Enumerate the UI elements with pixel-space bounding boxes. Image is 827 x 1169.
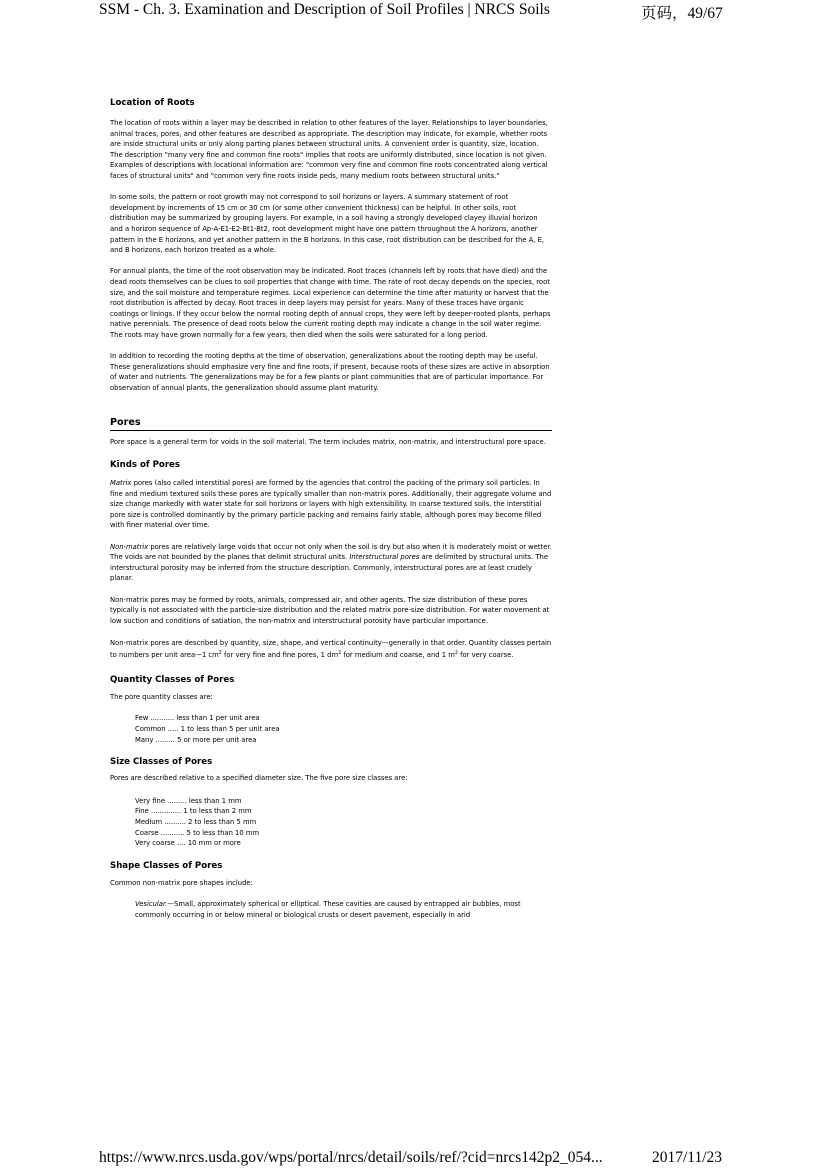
interstructural-term: Interstructural pores	[349, 553, 420, 562]
non-matrix-text-2: are delimited by structural units. The interstructural porosity may be inferred from the structure description. Commonly, interstructural pores are at least crudely planar.	[110, 553, 549, 583]
document-body	[110, 97, 552, 920]
list-item: Fine .............. 1 to less than 2 mm	[135, 807, 252, 816]
size-classes-heading: Size Classes of Pores	[110, 757, 213, 768]
non-matrix-pores-paragraph	[110, 542, 552, 584]
non-matrix-text-1: pores are relatively large voids that occur not only when the soil is dry but also when it is moderately moist or wetter. The voids are not bounded by the planes that delimit structural units.	[110, 542, 552, 562]
roots-paragraph-4: In addition to recording the rooting depths at the time of observation, generalizations about the rooting depth may be useful. These generalizations should emphasize very fine and fine roots, if present, because roots of these sizes are active in absorption of water and nutrients. The generalizations may be for a few plants or plant communities that are of particular importance. For observation of annual plants, the generalization should assume plant maturity.	[110, 352, 550, 392]
vesicular-paragraph	[110, 899, 552, 920]
page-date: 2017/11/23	[652, 1149, 723, 1166]
described-text-a: Non-matrix pores are described by quantity, size, shape, and vertical continuity—generally in that order. Quantity classes pertain to numbers per unit area—1 cm	[110, 638, 552, 660]
matrix-term: Matrix	[110, 479, 132, 488]
list-item: Very coarse .... 10 mm or more	[135, 839, 241, 848]
shape-intro: Common non-matrix pore shapes include:	[110, 878, 253, 887]
list-item: Few ........... less than 1 per unit area	[135, 714, 260, 723]
superscript-2: 2	[338, 651, 342, 657]
pores-intro: Pore space is a general term for voids in the soil material. The term includes matrix, non-matrix, and interstructural pore space.	[110, 438, 546, 447]
list-item: Many ......... 5 or more per unit area	[135, 735, 257, 744]
non-matrix-term: Non-matrix	[110, 542, 149, 551]
size-class-list	[110, 796, 552, 849]
vesicular-term: Vesicular.	[135, 900, 168, 909]
page-header-title: SSM - Ch. 3. Examination and Description of Soil Profiles | NRCS Soils	[99, 1, 550, 18]
superscript-2: 2	[454, 651, 458, 657]
size-intro: Pores are described relative to a specified diameter size. The five pore size classes are:	[110, 774, 408, 783]
roots-paragraph-2: In some soils, the pattern or root growth may not correspond to soil horizons or layers. A summary statement of root development by increments of 15 cm or 30 cm (or some other convenient thickness) can be helpful. In other soils, root distribution may be summarized by grouping layers. For example, in a soil having a strongly developed clayey illuvial horizon and a horizon sequence of Ap-A-E1-E2-Bt1-Bt2, root development might have one pattern throughout the A horizons, another pattern in the E horizons, and yet another pattern in the B horizons. In this case, root distribution can be described for the A, E, and B horizons, each horizon treated as a whole.	[110, 193, 545, 255]
location-of-roots-heading: Location of Roots	[110, 98, 195, 108]
matrix-pores-paragraph	[110, 478, 552, 531]
roots-paragraph-1: The location of roots within a layer may be described in relation to other features of the layer. Relationships to layer boundaries, animal traces, pores, and other features are described as appropriate. The description may indicate, for example, whether roots are inside structural units or only along parting planes between structural units. A convenient order is quantity, size, location. The description "many very fine and common fine roots" implies that roots are uniformly distributed, since location is not given. Examples of descriptions with locational information are: "common very fine and common fine roots concentrated along vertical faces of structural units" and "common very fine roots inside peds, many medium roots between structural units."	[110, 119, 548, 180]
page-number: 页码，49/67	[641, 5, 723, 22]
described-text-c: for medium and coarse, and 1 m	[341, 651, 455, 660]
kinds-of-pores-heading: Kinds of Pores	[110, 460, 181, 471]
described-text-d: for very coarse.	[457, 651, 514, 660]
list-item: Coarse ........... 5 to less than 10 mm	[135, 828, 260, 837]
list-item: Very fine ......... less than 1 mm	[135, 796, 242, 805]
pore-description-paragraph	[110, 637, 552, 662]
quantity-class-list	[110, 713, 552, 745]
described-text-b: for very fine and fine pores, 1 dm	[221, 651, 339, 660]
pores-heading: Pores	[110, 417, 552, 431]
superscript-2: 2	[218, 651, 222, 657]
matrix-text: pores (also called interstitial pores) are formed by the agencies that control the packing of the primary soil particles. In fine and medium textured soils these pores are typically smaller than non-matrix pores. Additionally, their aggregate volume and size change markedly with water state for soil horizons or layers with high extensibility. In coarse textured soils, the interstitial pore size is controlled dominantly by the primary particle packing and remains fairly stable, although pores may become filled with finer material over time.	[110, 479, 552, 530]
quantity-intro: The pore quantity classes are:	[110, 692, 213, 701]
shape-classes-heading: Shape Classes of Pores	[110, 860, 223, 871]
list-item: Medium .......... 2 to less than 5 mm	[135, 817, 257, 826]
quantity-classes-heading: Quantity Classes of Pores	[110, 674, 235, 685]
list-item: Common ..... 1 to less than 5 per unit area	[135, 724, 280, 733]
roots-paragraph-3: For annual plants, the time of the root observation may be indicated. Root traces (channels left by roots that have died) and the dead roots themselves can be clues to soil properties that change with time. The rate of root decay depends on the species, root size, and the soil moisture and temperature regimes. Local experience can determine the time after maturity or harvest that the root distribution is affected by decay. Root traces in deep layers may persist for years. Many of these traces have organic coatings or linings. If they occur below the normal rooting depth of annual crops, they were left by deeper-rooted plants, perhaps native perennials. The presence of dead roots below the current rooting depth may indicate a change in the soil water regime. The roots may have grown normally for a few years, then died when the soils were saturated for a long period.	[110, 267, 551, 339]
vesicular-text: —Small, approximately spherical or elliptical. These cavities are caused by entrapped air bubbles, most commonly occurring in or below mineral or biological crusts or desert pavement, especially in arid	[135, 900, 521, 919]
page-url: https://www.nrcs.usda.gov/wps/portal/nrcs/detail/soils/ref/?cid=nrcs142p2_054...	[99, 1149, 603, 1166]
non-matrix-formation-paragraph: Non-matrix pores may be formed by roots, animals, compressed air, and other agents. The size distribution of these pores typically is not associated with the particle-size distribution and the related matrix pore-size distribution. For water movement at low suction and conditions of satiation, the non-matrix and interstructural porosity have particular importance.	[110, 595, 550, 625]
